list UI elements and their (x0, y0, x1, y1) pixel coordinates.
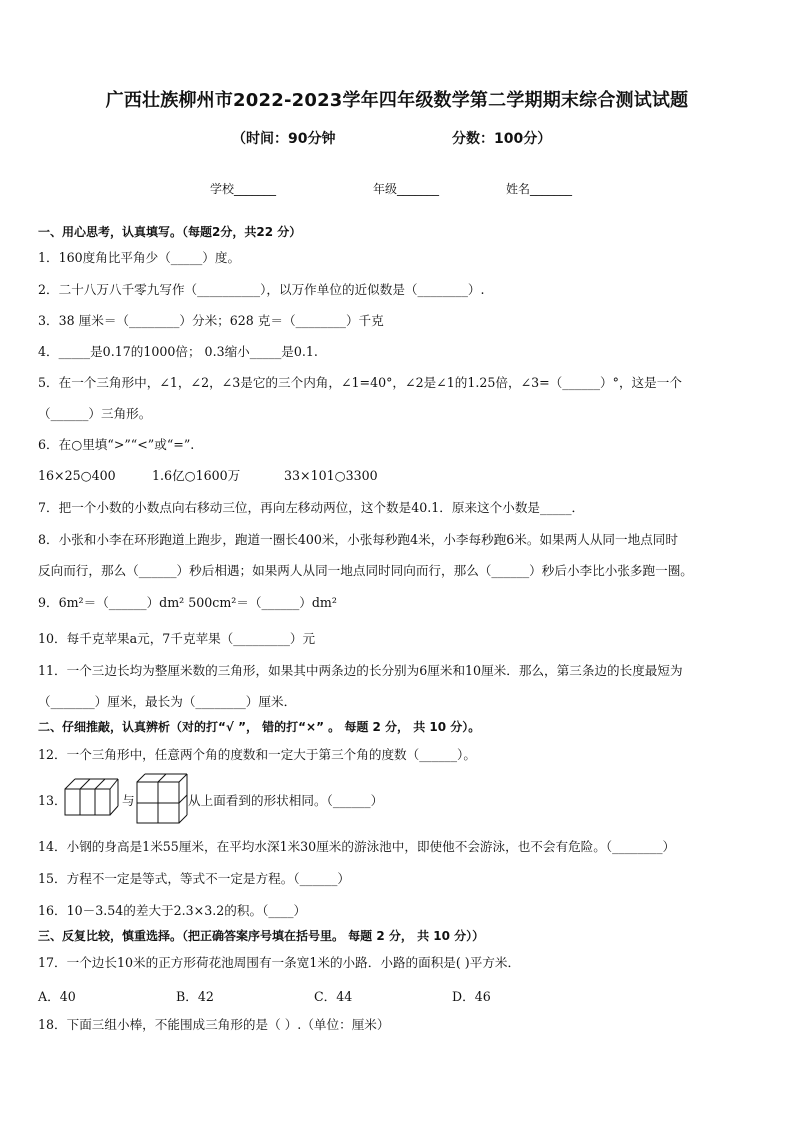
question-6: 6．在○里填“>”“<”或“=”. (38, 437, 195, 452)
question-1: 1．160度角比平角少（_____）度。 (38, 250, 241, 265)
question-8-line-2: 反向而行，那么（______）秒后相遇；如果两人从同一地点同时同向而行，那么（______）秒后小李比小张多跑一圈。 (38, 563, 693, 578)
question-11-line-2: （_______）厘米，最长为（________）厘米． (38, 694, 297, 709)
grade-field[interactable]: 年级_______ (373, 182, 440, 196)
question-10: 10．每千克苹果a元，7千克苹果（_________）元 (38, 631, 316, 646)
cube-figure-b (136, 773, 188, 825)
question-2: 2．二十八万八千零九写作（__________），以万作单位的近似数是（________）. (38, 282, 485, 297)
question-6-item-b: 1.6亿○1600万 (152, 468, 241, 483)
question-17: 17．一个边长10米的正方形荷花池周围有一条宽1米的小路．小路的面积是( )平方米． (38, 955, 521, 970)
question-17-option-a[interactable]: A．40 (38, 989, 76, 1004)
question-3: 3．38 厘米＝（________）分米；628 克＝（________）千克 (38, 313, 384, 328)
question-16: 16．10－3.54的差大于2.3×3.2的积。（____） (38, 903, 307, 918)
school-field[interactable]: 学校_______ (210, 182, 277, 196)
question-18: 18．下面三组小棒，不能围成三角形的是（ ）.（单位：厘米） (38, 1017, 390, 1032)
name-field[interactable]: 姓名_______ (506, 182, 573, 196)
question-5-line-2: （______）三角形。 (38, 406, 152, 421)
question-17-option-c[interactable]: C．44 (314, 989, 353, 1004)
question-6-item-a: 16×25○400 (38, 468, 116, 483)
question-12: 12．一个三角形中，任意两个角的度数和一定大于第三个角的度数（______）。 (38, 747, 476, 762)
question-7: 7．把一个小数的小数点向右移动三位，再向左移动两位，这个数是40.1．原来这个小数是_____． (38, 500, 585, 515)
exam-title: 广西壮族柳州市2022-2023学年四年级数学第二学期期末综合测试试题 (105, 90, 689, 111)
question-13-number: 13． (38, 793, 67, 808)
question-17-option-d[interactable]: D．46 (452, 989, 491, 1004)
question-11-line-1: 11．一个三边长均为整厘米数的三角形，如果其中两条边的长分别为6厘米和10厘米．那么，第三条边的长度最短为 (38, 663, 683, 678)
question-15: 15．方程不一定是等式，等式不一定是方程。（______） (38, 871, 350, 886)
question-5-line-1: 5．在一个三角形中，∠1，∠2，∠3是它的三个内角，∠1=40°，∠2是∠1的1.25倍，∠3=（______）°，这是一个 (38, 375, 682, 390)
question-13-with: 与 (122, 793, 135, 808)
question-13-text: 从上面看到的形状相同。（______） (188, 793, 384, 808)
section-2-heading: 二、仔细推敲，认真辨析（对的打“√ ”， 错的打“×” 。 每题 2 分， 共 10 分）。 (38, 720, 481, 734)
question-17-option-b[interactable]: B．42 (176, 989, 214, 1004)
question-4: 4．_____是0.17的1000倍； 0.3缩小_____是0.1. (38, 344, 318, 359)
question-6-item-c: 33×101○3300 (284, 468, 378, 483)
exam-time: （时间：90分钟 (232, 131, 336, 147)
question-8-line-1: 8．小张和小李在环形跑道上跑步，跑道一圈长400米，小张每秒跑4米，小李每秒跑6米。如果两人从同一地点同时 (38, 532, 678, 547)
question-9: 9．6m²＝（______）dm² 500cm²＝（______）dm² (38, 595, 337, 610)
question-14: 14．小钢的身高是1米55厘米，在平均水深1米30厘米的游泳池中，即使他不会游泳，也不会有危险。（________） (38, 839, 676, 854)
exam-score: 分数：100分） (452, 131, 552, 147)
section-1-heading: 一、用心思考，认真填写。（每题2分，共22 分） (38, 225, 302, 239)
cube-figure-a (64, 778, 120, 818)
section-3-heading: 三、反复比较，慎重选择。（把正确答案序号填在括号里。 每题 2 分， 共 10 分）） (38, 929, 485, 943)
